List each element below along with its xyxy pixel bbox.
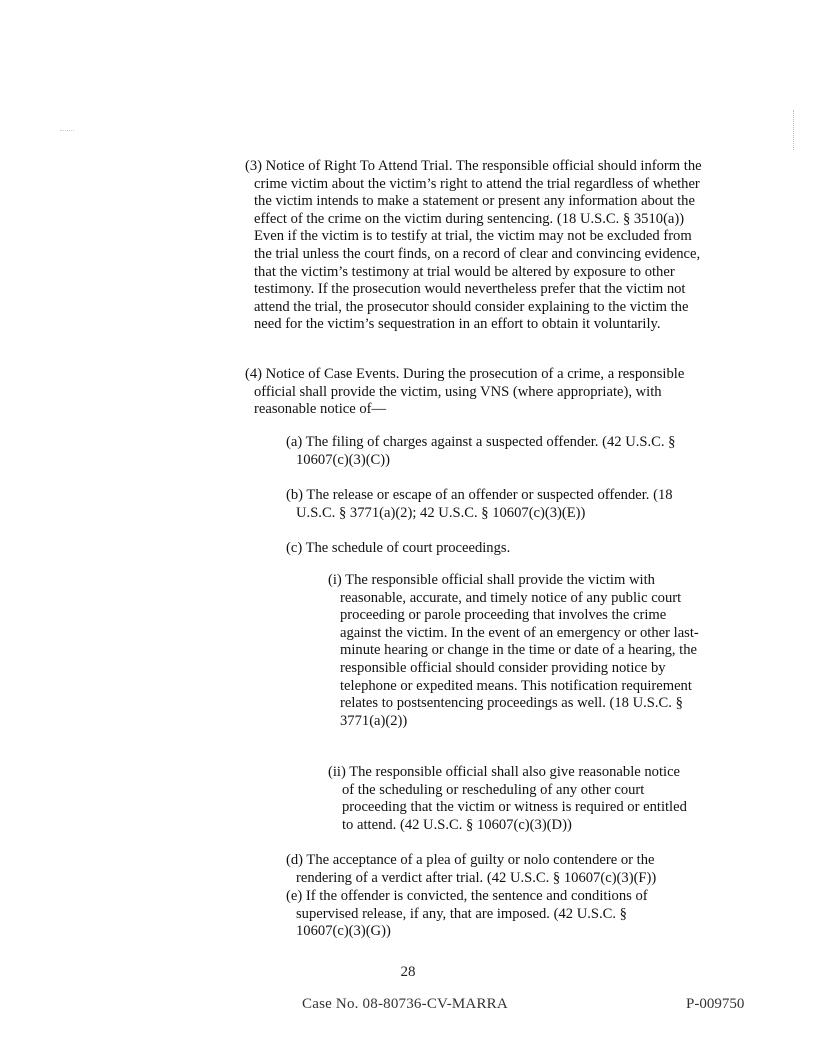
subitem-c-i-notice-of-proceedings: (i) The responsible official shall provide the victim with reasonable, accurate, and timely notice of any public court proceeding or parole proceeding that involves the crime against the victim. In the event of an emergency or other last-minute hearing or change in the time or date of a hearing, the responsible official should consider providing notice by telephone or expedited means. This notification requirement relates to postsentencing proceedings as well. (18 U.S.C. § 3771(a)(2)) (328, 572, 699, 729)
footer-case-number: Case No. 08-80736-CV-MARRA (302, 996, 508, 1012)
item-b-release-or-escape: (b) The release or escape of an offender or suspected offender. (18 U.S.C. § 3771(a)(2); 42 U.S.C. § 10607(c)(3)(E)) (286, 487, 673, 521)
scan-artifact (792, 110, 794, 150)
footer-bates-number: P-009750 (686, 996, 745, 1012)
paragraph-notice-right-to-attend-trial: (3) Notice of Right To Attend Trial. The responsible official should inform the crime victim about the victim’s right to attend the trial regardless of whether the victim intends to make a statement or present any information about the effect of the crime on the victim during sentencing. (18 U.S.C. § 3510(a)) Even if the victim is to testify at trial, the victim may not be excluded from the trial unless the court finds, on a record of clear and convincing evidence, that the victim’s testimony at trial would be altered by exposure to other testimony. If the prosecution would nevertheless prefer that the victim not attend the trial, the prosecutor should consider explaining to the victim the need for the victim’s sequestration in an effort to obtain it voluntarily. (245, 158, 702, 333)
item-e-sentence-conditions: (e) If the offender is convicted, the sentence and conditions of supervised release, if any, that are imposed. (42 U.S.C. § 10607(c)(3)(G)) (286, 888, 648, 940)
item-c-schedule-of-proceedings: (c) The schedule of court proceedings. (286, 540, 511, 556)
item-d-plea-acceptance: (d) The acceptance of a plea of guilty or nolo contendere or the rendering of a verdict after trial. (42 U.S.C. § 10607(c)(3)(F)) (286, 852, 657, 886)
scan-artifact (60, 130, 74, 137)
item-a-filing-of-charges: (a) The filing of charges against a suspected offender. (42 U.S.C. § 10607(c)(3)(C)) (286, 434, 676, 468)
paragraph-notice-of-case-events: (4) Notice of Case Events. During the prosecution of a crime, a responsible official shall provide the victim, using VNS (where appropriate), with reasonable notice of— (245, 366, 685, 418)
page-number: 28 (400, 964, 416, 980)
subitem-c-ii-scheduling-notice: (ii) The responsible official shall also give reasonable notice of the scheduling or rescheduling of any other court proceeding that the victim or witness is required or entitled to attend. (42 U.S.C. § 10607(c)(3)(D)) (328, 764, 687, 833)
